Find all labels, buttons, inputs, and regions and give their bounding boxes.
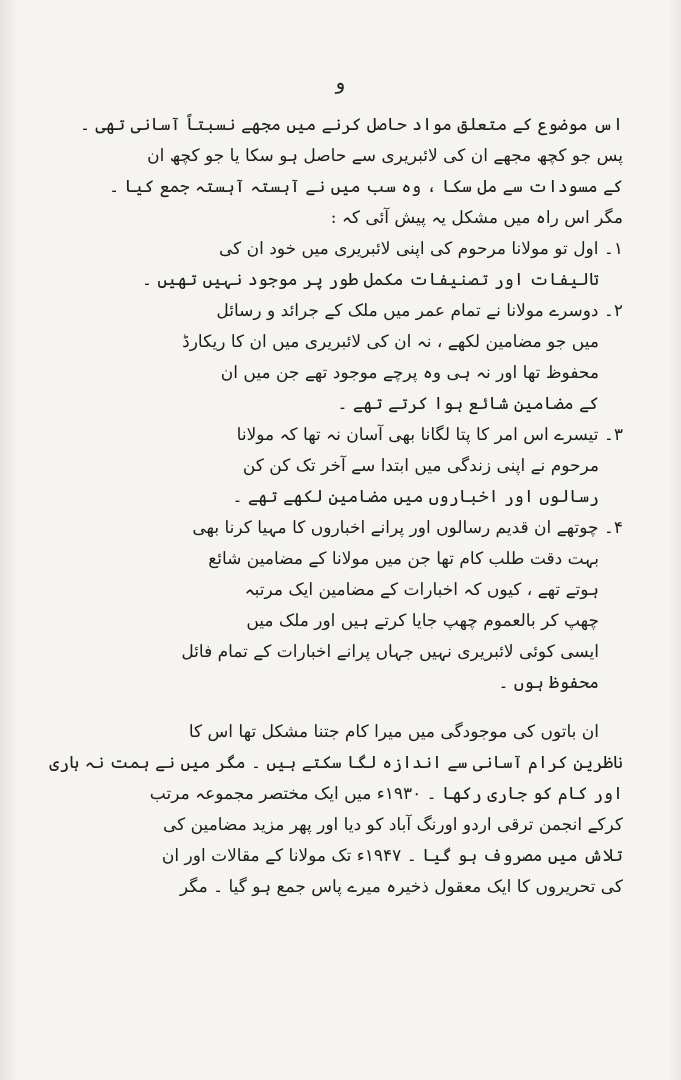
text-line: محفوظ تھا اور نہ ہی وہ پرچے موجود تھے جن میں ان <box>220 363 599 383</box>
text-line: پس جو کچھ مجھے ان کی لائبریری سے حاصل ہو سکا یا جو کچھ ان <box>147 146 623 166</box>
text-line: ۲۔ دوسرے مولانا نے تمام عمر میں ملک کے جرائد و رسائل <box>216 301 623 321</box>
scan-right-shadow <box>667 0 681 1080</box>
paragraph-spacing <box>44 699 623 717</box>
text-line: ۱۔ اول تو مولانا مرحوم کی اپنی لائبریری میں خود ان کی <box>218 239 623 259</box>
text-line: ۳۔ تیسرے اس امر کا پتا لگانا بھی آسان نہ تھا کہ مولانا <box>236 425 623 445</box>
text-line: تلاش میں مصروف ہو گیا ۔ ۱۹۴۷ء تک مولانا کے مقالات اور ان <box>161 846 623 866</box>
text-line: ان باتوں کی موجودگی میں میرا کام جتنا مشکل تھا اس کا <box>188 722 599 742</box>
text-line: کی تحریروں کا ایک معقول ذخیرہ میرے پاس جمع ہو گیا ۔ مگر <box>179 877 623 897</box>
text-line: کے مضامین شائع ہوا کرتے تھے ۔ <box>337 394 599 414</box>
text-line: ہوتے تھے ، کیوں کہ اخبارات کے مضامین ایک مرتبہ <box>244 580 599 600</box>
text-line: ۴۔ چوتھے ان قدیم رسالوں اور پرانے اخباروں کا مہیا کرنا بھی <box>192 518 623 538</box>
urdu-body-text <box>44 110 623 903</box>
text-line: محفوظ ہوں ۔ <box>498 673 599 693</box>
text-line: چھپ کر بالعموم چھپ جایا کرتے ہیں اور ملک میں <box>246 611 599 631</box>
text-line: تالیفات اور تصنیفات مکمل طور پر موجود نہیں تھیں ۔ <box>141 270 599 290</box>
text-line: ایسی کوئی لائبریری نہیں جہاں پرانے اخبارات کے تمام فائل <box>181 642 599 662</box>
text-line: مگر اس راہ میں مشکل یہ پیش آئی کہ : <box>330 208 623 228</box>
text-line: ناظرین کرام آسانی سے اندازہ لگا سکتے ہیں ۔ مگر میں نے ہمت نہ ہاری <box>49 753 623 773</box>
text-line: مرحوم نے اپنی زندگی میں ابتدا سے آخر تک کن کن <box>242 456 599 476</box>
text-line: کرکے انجمن ترقی اردو اورنگ آباد کو دیا اور پھر مزید مضامین کی <box>162 815 623 835</box>
text-line: اس موضوع کے متعلق مواد حاصل کرنے میں مجھے نسبتاً آسانی تھی ۔ <box>80 115 623 135</box>
text-line: کے مسودات سے مل سکا ، وہ سب میں نے آہستہ آہستہ جمع کیا ۔ <box>109 177 623 197</box>
text-line: اور کام کو جاری رکھا ۔ ۱۹۳۰ء میں ایک مختصر مجموعہ مرتب <box>149 784 623 804</box>
text-line: بہت دقت طلب کام تھا جن میں مولانا کے مضامین شائع <box>208 549 599 569</box>
scan-left-shadow <box>0 0 18 1080</box>
text-line: میں جو مضامین لکھے ، نہ ان کی لائبریری میں ان کا ریکارڈ <box>182 332 599 352</box>
text-line: رسالوں اور اخباروں میں مضامین لکھے تھے ۔ <box>232 487 599 507</box>
page-number: و <box>335 70 346 94</box>
